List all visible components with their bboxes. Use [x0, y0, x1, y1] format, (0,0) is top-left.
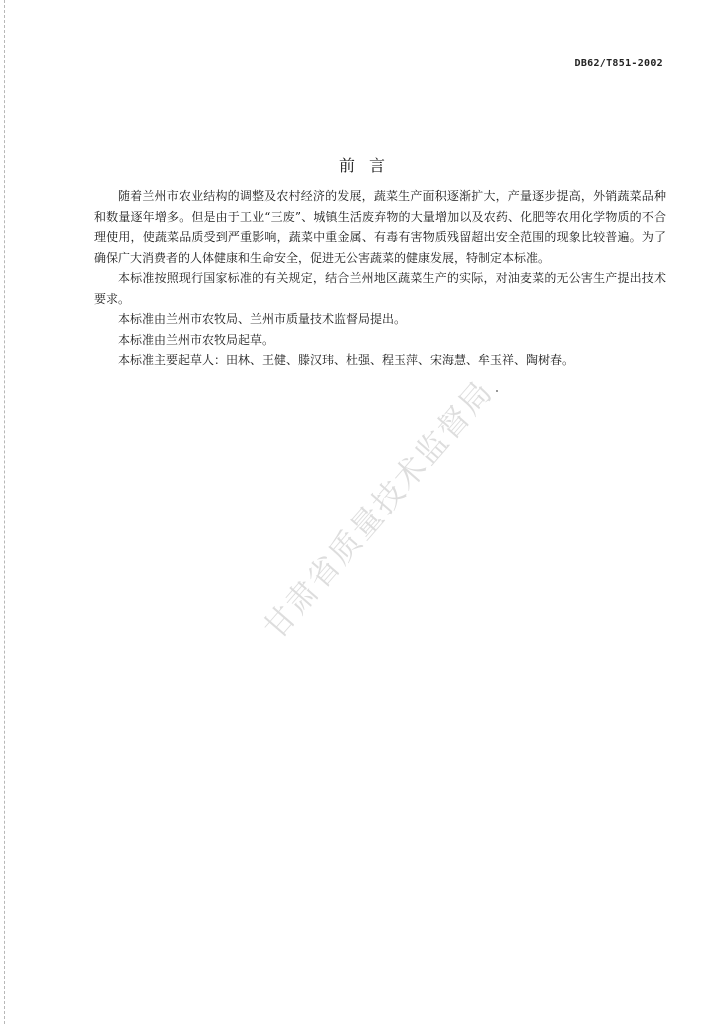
- paragraph-authors: 本标准主要起草人：田林、王健、滕汉玮、杜强、程玉萍、宋海慧、牟玉祥、陶树春。: [118, 353, 575, 367]
- paragraph-drafter: 本标准由兰州市农牧局起草。: [118, 332, 275, 347]
- watermark: 甘肃省质量技术监督局: [256, 373, 501, 647]
- standard-number: DB62/T851-2002: [574, 58, 663, 69]
- scan-speck: [496, 390, 498, 392]
- paragraph-background: 随着兰州市农业结构的调整及农村经济的发展，蔬菜生产面积逐渐扩大，产量逐步提高，外销蔬菜品种和数量逐年增多。但是由于工业“三废”、城镇生活废弃物的大量增加以及农药、化肥等农用化学物质的不合理使用，使蔬菜品质受到严重影响，蔬菜中重金属、有毒有害物质残留超出安全范围的现象比较普遍。为了确保广大消费者的人体健康和生命安全，促进无公害蔬菜的健康发展，特制定本标准。: [94, 189, 666, 265]
- paragraph-proposer: 本标准由兰州市农牧局、兰州市质量技术监督局提出。: [118, 312, 407, 326]
- paragraph-basis: 本标准按照现行国家标准的有关规定，结合兰州地区蔬菜生产的实际，对油麦菜的无公害生产提出技术要求。: [94, 271, 666, 306]
- page-title: 前言: [338, 156, 399, 175]
- foreword-body: [94, 186, 666, 371]
